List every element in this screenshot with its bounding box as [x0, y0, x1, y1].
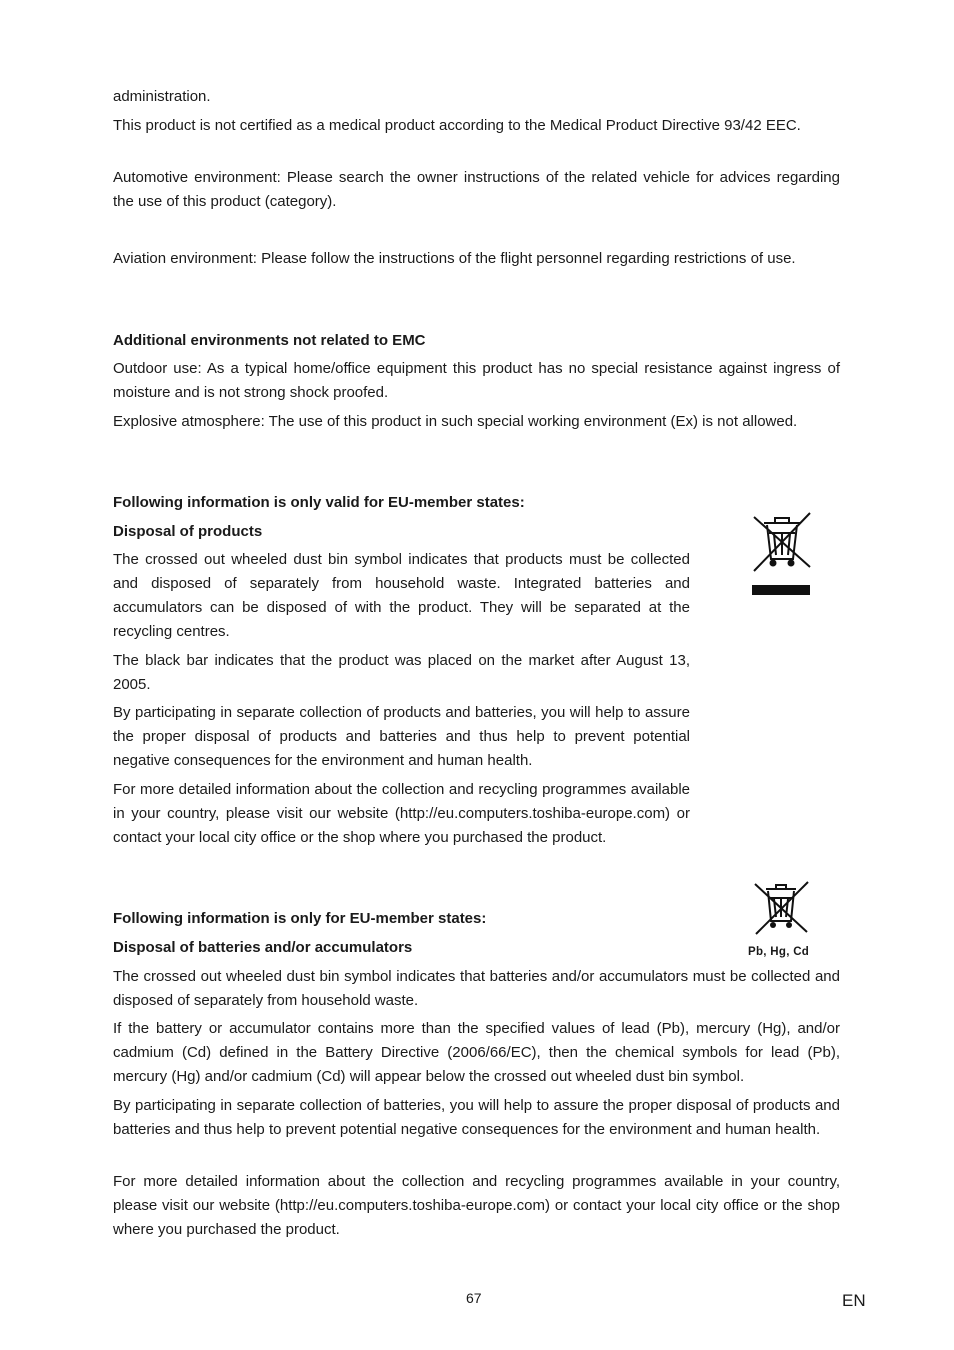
- section-subheading: Disposal of products: [113, 523, 263, 540]
- paragraph: For more detailed information about the collection and recycling programmes available in your country, please visit our website (http://eu.computers.toshiba-europe.com) or contact your local city office or the shop where you purchased the product.: [113, 781, 690, 846]
- paragraph: For more detailed information about the collection and recycling programmes available in your country, please visit our website (http://eu.computers.toshiba-europe.com) or contact your local city office or the shop where you purchased the product.: [113, 1173, 840, 1238]
- paragraph: Aviation environment: Please follow the instructions of the flight personnel regarding restrictions of use.: [113, 250, 796, 267]
- paragraph: By participating in separate collection of batteries, you will help to assure the proper disposal of products and batteries and thus help to prevent potential negative consequences for the environment and human health.: [113, 1097, 840, 1138]
- paragraph: Outdoor use: As a typical home/office equipment this product has no special resistance against ingress of moisture and is not strong shock proofed.: [113, 360, 840, 401]
- paragraph: The crossed out wheeled dust bin symbol indicates that products must be collected and disposed of separately from household waste. Integrated batteries and accumulators can be disposed of with the product. They will be separated at the recycling centres.: [113, 551, 690, 640]
- paragraph: The crossed out wheeled dust bin symbol indicates that batteries and/or accumulators must be collected and disposed of separately from household waste.: [113, 968, 840, 1009]
- paragraph: If the battery or accumulator contains more than the specified values of lead (Pb), mercury (Hg), and/or cadmium (Cd) defined in the Battery Directive (2006/66/EC), then the chemical symbols for lead (Pb), mercury (Hg) and/or cadmium (Cd) will appear below the crossed out wheeled dust bin symbol.: [113, 1020, 840, 1085]
- paragraph: By participating in separate collection of products and batteries, you will help to assure the proper disposal of products and batteries and thus help to prevent potential negative consequences for the environment and human health.: [113, 704, 690, 769]
- paragraph: Explosive atmosphere: The use of this product in such special working environment (Ex) is not allowed.: [113, 413, 798, 430]
- paragraph: The black bar indicates that the product was placed on the market after August 13, 2005.: [113, 652, 690, 693]
- paragraph: administration.: [113, 88, 211, 105]
- paragraph: Automotive environment: Please search the owner instructions of the related vehicle for advices regarding the use of this product (category).: [113, 169, 840, 210]
- language-label: EN: [842, 1291, 866, 1310]
- crossed-out-wheeled-bin-icon: [748, 511, 816, 597]
- paragraph: This product is not certified as a medical product according to the Medical Product Directive 93/42 EEC.: [113, 117, 801, 134]
- section-subheading: Disposal of batteries and/or accumulators: [113, 939, 413, 956]
- section-heading: Following information is only for EU-member states:: [113, 910, 487, 927]
- section-heading: Following information is only valid for EU-member states:: [113, 494, 525, 511]
- chemical-symbols-label: Pb, Hg, Cd: [748, 946, 810, 958]
- page-number: 67: [466, 1290, 482, 1306]
- crossed-out-wheeled-bin-icon: [750, 879, 812, 937]
- section-heading: Additional environments not related to EMC: [113, 332, 426, 349]
